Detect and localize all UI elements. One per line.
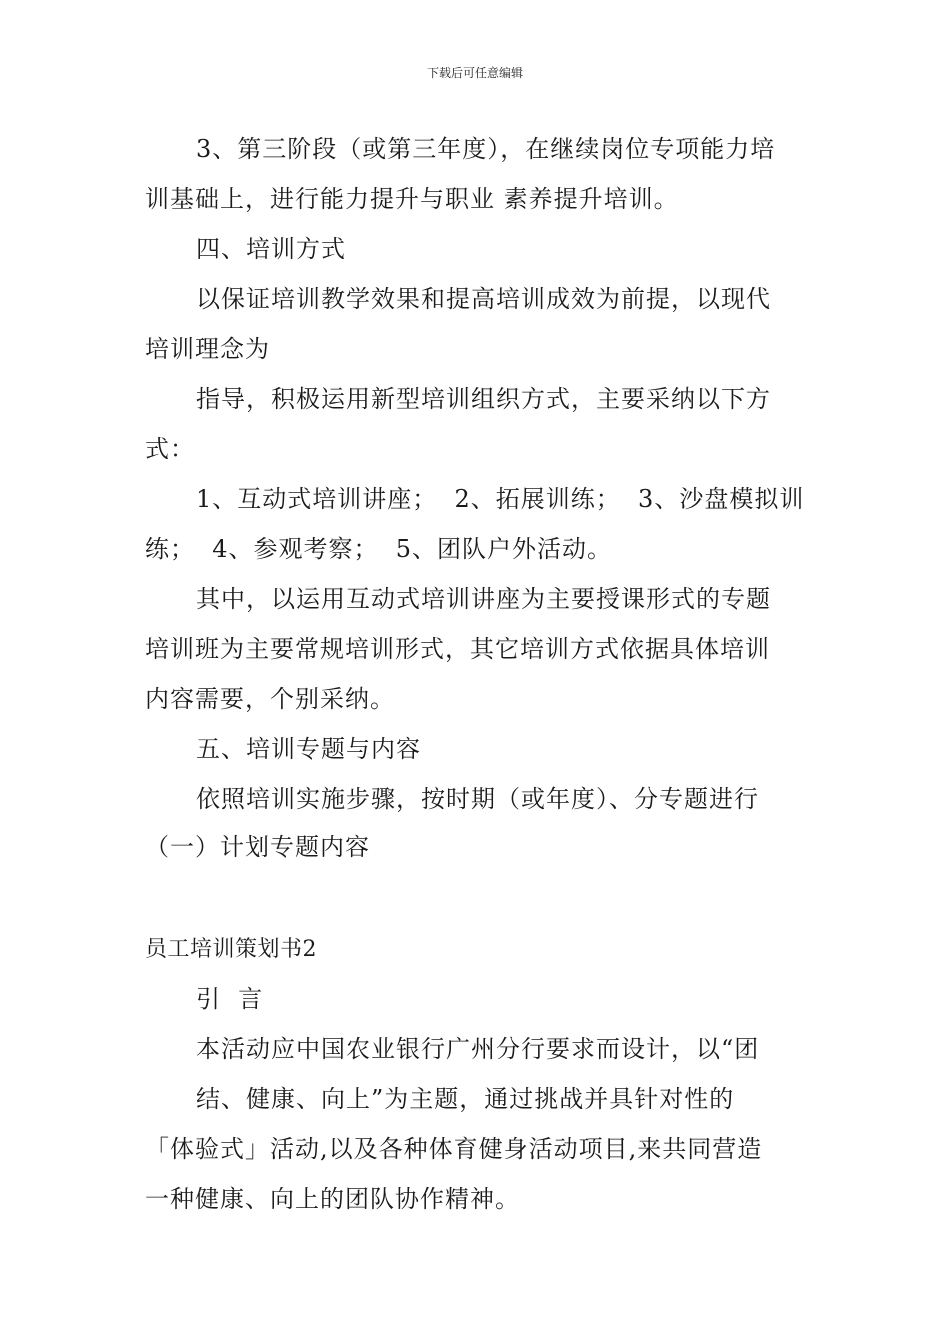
section-heading: 四、培训方式 <box>196 235 346 263</box>
paragraph-line: 结、健康、向上”为主题，通过挑战并具针对性的 <box>196 1085 735 1113</box>
section-heading: 五、培训专题与内容 <box>196 735 421 763</box>
paragraph-line: 练； 4、参观考察； 5、团队户外活动。 <box>145 535 613 563</box>
paragraph-line: 培训班为主要常规培训形式，其它培训方式依据具体培训 <box>145 635 770 663</box>
paragraph-line: 依照培训实施步骤，按时期（或年度）、分专题进行 <box>196 785 759 813</box>
paragraph-line: 内容需要，个别采纳。 <box>145 685 395 713</box>
paragraph-line: 训基础上，进行能力提升与职业 素养提升培训。 <box>145 185 679 213</box>
paragraph-line: 其中，以运用互动式培训讲座为主要授课形式的专题 <box>196 585 771 613</box>
section-heading: 引 言 <box>196 985 264 1013</box>
paragraph-line: 「体验式」活动,以及各种体育健身活动项目,来共同营造 <box>145 1135 763 1163</box>
paragraph-line: 式： <box>145 435 195 463</box>
paragraph-line: 以保证培训教学效果和提高培训成效为前提，以现代 <box>196 285 771 313</box>
subsection-heading: （一）计划专题内容 <box>145 833 370 861</box>
paragraph-line: 培训理念为 <box>145 335 270 363</box>
page-header: 下载后可任意编辑 <box>426 66 523 80</box>
paragraph-line: 3、第三阶段（或第三年度），在继续岗位专项能力培 <box>196 135 776 163</box>
paragraph-line: 本活动应中国农业银行广州分行要求而设计，以“团 <box>196 1035 760 1063</box>
document-title: 员工培训策划书2 <box>145 937 317 962</box>
paragraph-line: 1、互动式培训讲座； 2、拓展训练； 3、沙盘模拟训 <box>196 485 805 513</box>
paragraph-line: 指导，积极运用新型培训组织方式，主要采纳以下方 <box>196 385 771 413</box>
paragraph-line: 一种健康、向上的团队协作精神。 <box>145 1185 520 1213</box>
